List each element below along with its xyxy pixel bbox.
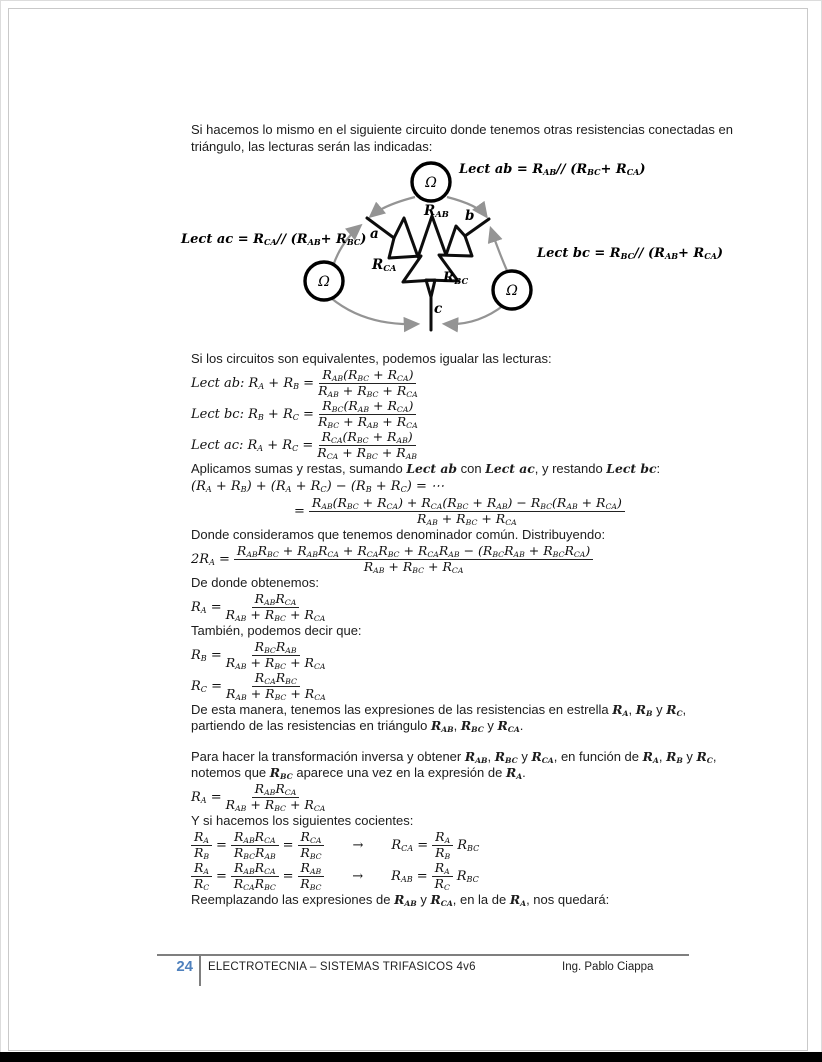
math-run: = [282,868,294,884]
arrow-top-to-a [371,197,415,216]
text-run: , notemos que [191,749,721,780]
fraction [309,496,625,526]
ohm-symbol-right: Ω [506,283,518,299]
fraction-numerator: $R_{CA}$ [298,830,325,846]
text-run: y [652,702,667,717]
footer-separator [199,955,201,986]
fraction [226,640,326,670]
text-run: y [416,892,431,907]
footer-author: Ing. Pablo Ciappa [562,961,654,973]
fraction-denominator: $R_{BC}$ [300,845,322,861]
fraction-numerator: $R_{AB}R_{CA}$ [252,782,300,798]
text-run: , [628,702,636,717]
para-cocientes [191,813,731,829]
para-estrella [191,702,731,734]
fraction-numerator: $R_{AB}R_{CA}$ [231,861,279,877]
text-run: aparece una vez en la expresión de [292,765,506,780]
math-run: $R_A$ [509,892,527,908]
fraction [191,830,212,860]
ohm-symbol-top: Ω [425,175,437,191]
arrow-right-to-c [445,305,504,324]
math-run: $R_{CA}$ [531,749,554,765]
fraction [226,782,326,812]
fraction-denominator: $R_C$ [193,876,210,892]
footer-title: ELECTROTECNIA – SISTEMAS TRIFASICOS 4v6 [208,961,476,973]
math-run: Lect ac: $R_A + R_C$ = [191,437,314,453]
eq-rc [191,671,731,701]
math-run: $R_{BC}$ [456,868,479,884]
math-run: $R_B$ = [191,647,222,663]
viewer-bottom-bar [0,1052,822,1062]
eq-cociente-2 [191,861,731,891]
text-run: , [453,718,461,733]
fraction-numerator: $R_A$ [432,861,453,877]
eq-lect-ac [191,430,731,460]
math-run: $R_{AB}$ [464,749,488,765]
fraction-numerator: $R_{BC}(R_{AB} + R_{CA})$ [319,399,416,415]
fraction-numerator: $R_{CA}R_{BC}$ [252,671,300,687]
text-run: De donde obtenemos: [191,575,319,590]
math-run: $R_{BC}$ [457,837,480,853]
math-run: $R_C$ [666,702,683,718]
text-run: Si los circuitos son equivalentes, podemos igualar las lecturas: [191,351,552,366]
fraction-numerator: $R_{AB}R_{CA}$ [231,830,279,846]
fraction-denominator: $R_{BC}R_{AB}$ [233,845,276,861]
math-run: = [282,837,294,853]
math-run: → [352,868,364,884]
eq-rb [191,640,731,670]
text-run: , en la de [452,892,510,907]
document-flow [191,350,731,909]
fraction [298,861,325,891]
text-run: Donde consideramos que tenemos denominador común. Distribuyendo: [191,527,606,542]
fraction-denominator: $R_{AB} + R_{BC} + R_{CA}$ [363,559,464,575]
fraction-denominator: $R_{BC} + R_{AB} + R_{CA}$ [317,414,418,430]
math-run: = [216,837,227,853]
eq-suma-desarrollo [294,496,731,526]
math-run: $R_A$ = [191,599,222,615]
math-run: Lect bc: $R_B + R_C$ = [191,406,314,422]
math-run: $R_C$ [696,749,713,765]
para-obtenemos [191,575,731,591]
label-resistor-rab: $R_{AB}$ [424,203,449,220]
fraction-numerator: $R_{BC}R_{AB}$ [252,640,300,656]
text-run: También, podemos decir que: [191,623,362,638]
math-run: $2R_A$ = [191,551,230,567]
fraction [432,830,453,860]
fraction-numerator: $R_A$ [191,830,212,846]
arrow-left-to-c [331,298,417,324]
text-run: y [682,749,697,764]
label-lect-ac: Lect ac = $R_{CA}//$ $(R_{AB}+ R_{BC})$ [181,232,367,247]
math-run: Lect ac [485,461,535,476]
fraction-denominator: $R_{CA} + R_{BC} + R_{AB}$ [317,445,417,461]
math-run: $R_B$ [666,749,683,765]
fraction-numerator: $R_{AB}R_{CA}$ [252,592,300,608]
eq-2ra [191,544,731,574]
text-run: , partiendo de las resistencias en triángulo [191,702,690,733]
text-run: , en función de [553,749,643,764]
label-lect-ab: Lect ab = $R_{AB}//$ $(R_{BC}+ R_{CA})$ [459,162,646,177]
label-resistor-rbc: $R_{BC}$ [443,270,469,287]
page [8,8,808,1051]
math-run: $R_{AB}$ = [391,868,428,884]
text-run: . [522,765,526,780]
fraction [231,861,279,891]
eq-lect-ab [191,368,731,398]
fraction [191,861,212,891]
math-run: $R_C$ = [191,678,222,694]
fraction [234,544,593,574]
eq-cociente-1 [191,830,731,860]
math-run: $R_{CA}$ = [391,837,429,853]
fraction-numerator: $R_A$ [191,861,212,877]
fraction-denominator: $R_{BC}$ [300,876,322,892]
arrow-right-to-b [491,229,508,273]
resistor-rab [394,216,465,257]
eq-lect-bc [191,399,731,429]
fraction-denominator: $R_{CA}R_{BC}$ [233,876,276,892]
math-run: Lect bc [606,461,657,476]
text-run: , nos quedará: [526,892,610,907]
math-run: Lect ab: $R_A + R_B$ = [191,375,315,391]
para-tambien [191,623,731,639]
fraction [432,861,453,891]
math-run: $R_{BC}$ [460,718,484,734]
fraction [317,430,417,460]
fraction-numerator: $R_{AB}(R_{BC} + R_{CA})$ [319,368,416,384]
text-run: Y si hacemos los siguientes cocientes: [191,813,414,828]
para-denominador [191,527,731,543]
math-run: $R_B$ [635,702,653,718]
fraction-numerator: $R_{AB}$ [298,861,325,877]
label-resistor-rca: $R_{CA}$ [372,257,397,274]
text-run: Aplicamos sumas y restas, sumando [191,461,407,476]
label-node-a: a [370,226,379,242]
math-run: $R_{AB}$ [394,892,417,908]
math-run: $R_{CA}$ [497,718,520,734]
eq-suma [191,478,731,495]
fraction [231,830,279,860]
text-run: : [656,461,661,476]
footer-page-number: 24 [176,958,193,975]
label-node-c: c [434,301,443,317]
fraction [318,368,418,398]
math-run: $(R_A + R_B) + (R_A + R_C) - (R_B + R_C)$ = ⋯ [191,479,444,494]
circuit-diagram [181,154,724,350]
math-run: → [352,837,364,853]
ohm-symbol-left: Ω [318,274,330,290]
label-node-b: b [465,208,475,224]
math-run: Lect ab [406,461,457,476]
text-run: y [517,749,532,764]
text-run: con [457,461,486,476]
eq-ra [191,592,731,622]
para-inversa [191,749,731,781]
intro-paragraph: Si hacemos lo mismo en el siguiente circuito donde tenemos otras resistencias conectadas en triángulo, las lecturas serán las indicadas: [191,122,733,154]
fraction-numerator: $R_{AB}R_{BC} + R_{AB}R_{CA} + R_{CA}R_{BC} + R_{CA}R_{AB} - (R_{BC}R_{AB} + R_{BC}R_{CA})$ [234,544,593,560]
text-run: Reemplazando las expresiones de [191,892,395,907]
math-run: = [294,503,305,519]
math-run: $R_{BC}$ [269,765,293,781]
fraction-numerator: $R_{AB}(R_{BC} + R_{CA}) + R_{CA}(R_{BC} + R_{AB}) - R_{BC}(R_{AB} + R_{CA})$ [309,496,625,512]
fraction [318,399,418,429]
fraction-numerator: $R_{CA}(R_{BC} + R_{AB})$ [319,430,416,446]
math-run: $R_{AB}$ [430,718,454,734]
fraction [226,592,326,622]
math-run: = [216,868,227,884]
footer-rule [157,954,689,956]
math-run: $R_A$ = [191,789,222,805]
para-igualar [191,351,731,367]
para-aplicamos [191,461,731,477]
fraction-denominator: $R_{AB} + R_{BC} + R_{CA}$ [417,511,517,527]
fraction-denominator: $R_{AB} + R_{BC} + R_{CA}$ [225,607,326,623]
fraction-numerator: $R_A$ [432,830,453,846]
fraction-denominator: $R_{AB} + R_{BC} + R_{CA}$ [318,383,418,399]
para-reemplazando [191,892,731,908]
fraction [226,671,326,701]
math-run: $R_{BC}$ [494,749,518,765]
math-run: $R_A$ [642,749,659,765]
text-run: , [658,749,667,764]
fraction-denominator: $R_{AB} + R_{BC} + R_{CA}$ [225,797,326,813]
fraction [298,830,325,860]
text-run: y [483,718,498,733]
fraction-denominator: $R_B$ [435,845,451,861]
math-run: $R_{CA}$ [430,892,453,908]
text-run: , y restando [534,461,607,476]
text-run: Para hacer la transformación inversa y obtener [191,749,465,764]
fraction-denominator: $R_B$ [193,845,210,861]
fraction-denominator: $R_{AB} + R_{BC} + R_{CA}$ [226,686,326,702]
fraction-denominator: $R_C$ [434,876,450,892]
math-run: $R_A$ [505,765,523,781]
fraction-denominator: $R_{AB} + R_{BC} + R_{CA}$ [225,655,326,671]
text-run: De esta manera, tenemos las expresiones de las resistencias en estrella [191,702,613,717]
text-run: . [519,718,524,733]
eq-ra-repetida [191,782,731,812]
label-lect-bc: Lect bc = $R_{BC}//$ $(R_{AB}+ R_{CA})$ [537,246,724,261]
math-run: $R_A$ [612,702,629,718]
text-run: , [487,749,495,764]
